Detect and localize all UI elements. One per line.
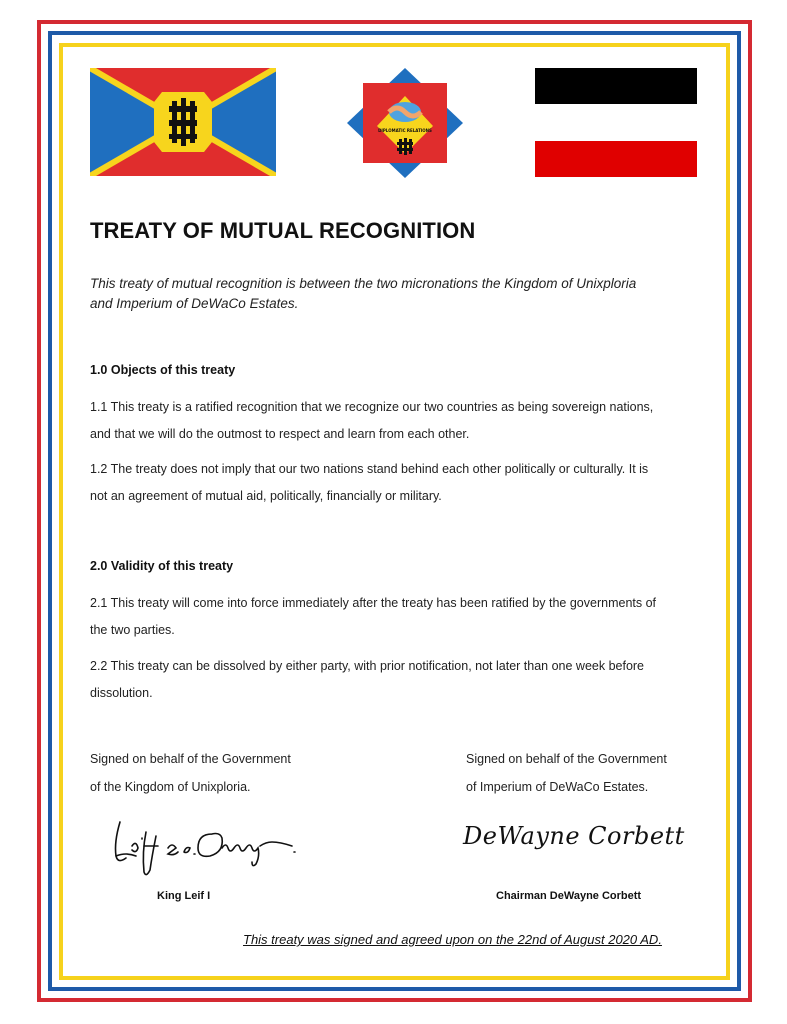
paragraph-2-2 <box>90 653 710 707</box>
intro-line: This treaty of mutual recognition is between the two micronations the Kingdom of Unixploria <box>90 276 637 291</box>
intro-paragraph <box>90 274 710 314</box>
unixploria-flag-icon <box>90 68 276 176</box>
signing-date-footer: This treaty was signed and agreed upon on the 22nd of August 2020 AD. <box>243 932 662 947</box>
emblem-text: DIPLOMATIC RELATIONS <box>378 128 432 133</box>
paragraph-line: the two parties. <box>90 623 175 637</box>
section-heading: 2.0 Validity of this treaty <box>90 559 234 573</box>
signature-line: Signed on behalf of the Government <box>90 752 291 766</box>
signature-block-left <box>90 745 291 801</box>
handwritten-signature-right: DeWayne Corbett <box>463 822 685 850</box>
paragraph-line: 2.2 This treaty can be dissolved by either party, with prior notification, not later than one week before <box>90 659 645 673</box>
dewaco-flag-icon <box>535 68 697 178</box>
paragraph-1-2 <box>90 456 710 510</box>
document-title: TREATY OF MUTUAL RECOGNITION <box>90 218 476 243</box>
signature-line: Signed on behalf of the Government <box>466 752 667 766</box>
flag-red-band <box>535 141 697 177</box>
intro-line: and Imperium of DeWaCo Estates. <box>90 296 299 311</box>
signatory-name-right: Chairman DeWayne Corbett <box>496 890 642 902</box>
paragraph-2-1 <box>90 590 710 644</box>
paragraph-line: and that we will do the outmost to respect and learn from each other. <box>90 427 470 441</box>
paragraph-line: not an agreement of mutual aid, politically, financially or military. <box>90 489 442 503</box>
paragraph-line: dissolution. <box>90 686 153 700</box>
signature-block-right <box>466 745 667 801</box>
paragraph-line: 1.2 The treaty does not imply that our two nations stand behind each other politically or culturally. It is <box>90 462 649 476</box>
section-heading: 1.0 Objects of this treaty <box>90 363 236 377</box>
paragraph-1-1 <box>90 394 710 448</box>
signature-line: of Imperium of DeWaCo Estates. <box>466 780 649 794</box>
handwritten-signature-left <box>108 812 308 882</box>
signatory-name-left: King Leif I <box>157 890 211 902</box>
paragraph-line: 1.1 This treaty is a ratified recognition that we recognize our two countries as being sovereign nations, <box>90 400 654 414</box>
flag-black-band <box>535 68 697 104</box>
paragraph-line: 2.1 This treaty will come into force immediately after the treaty has been ratified by the governments of <box>90 596 657 610</box>
signature-line: of the Kingdom of Unixploria. <box>90 780 251 794</box>
diplomatic-relations-emblem-icon <box>347 68 463 178</box>
